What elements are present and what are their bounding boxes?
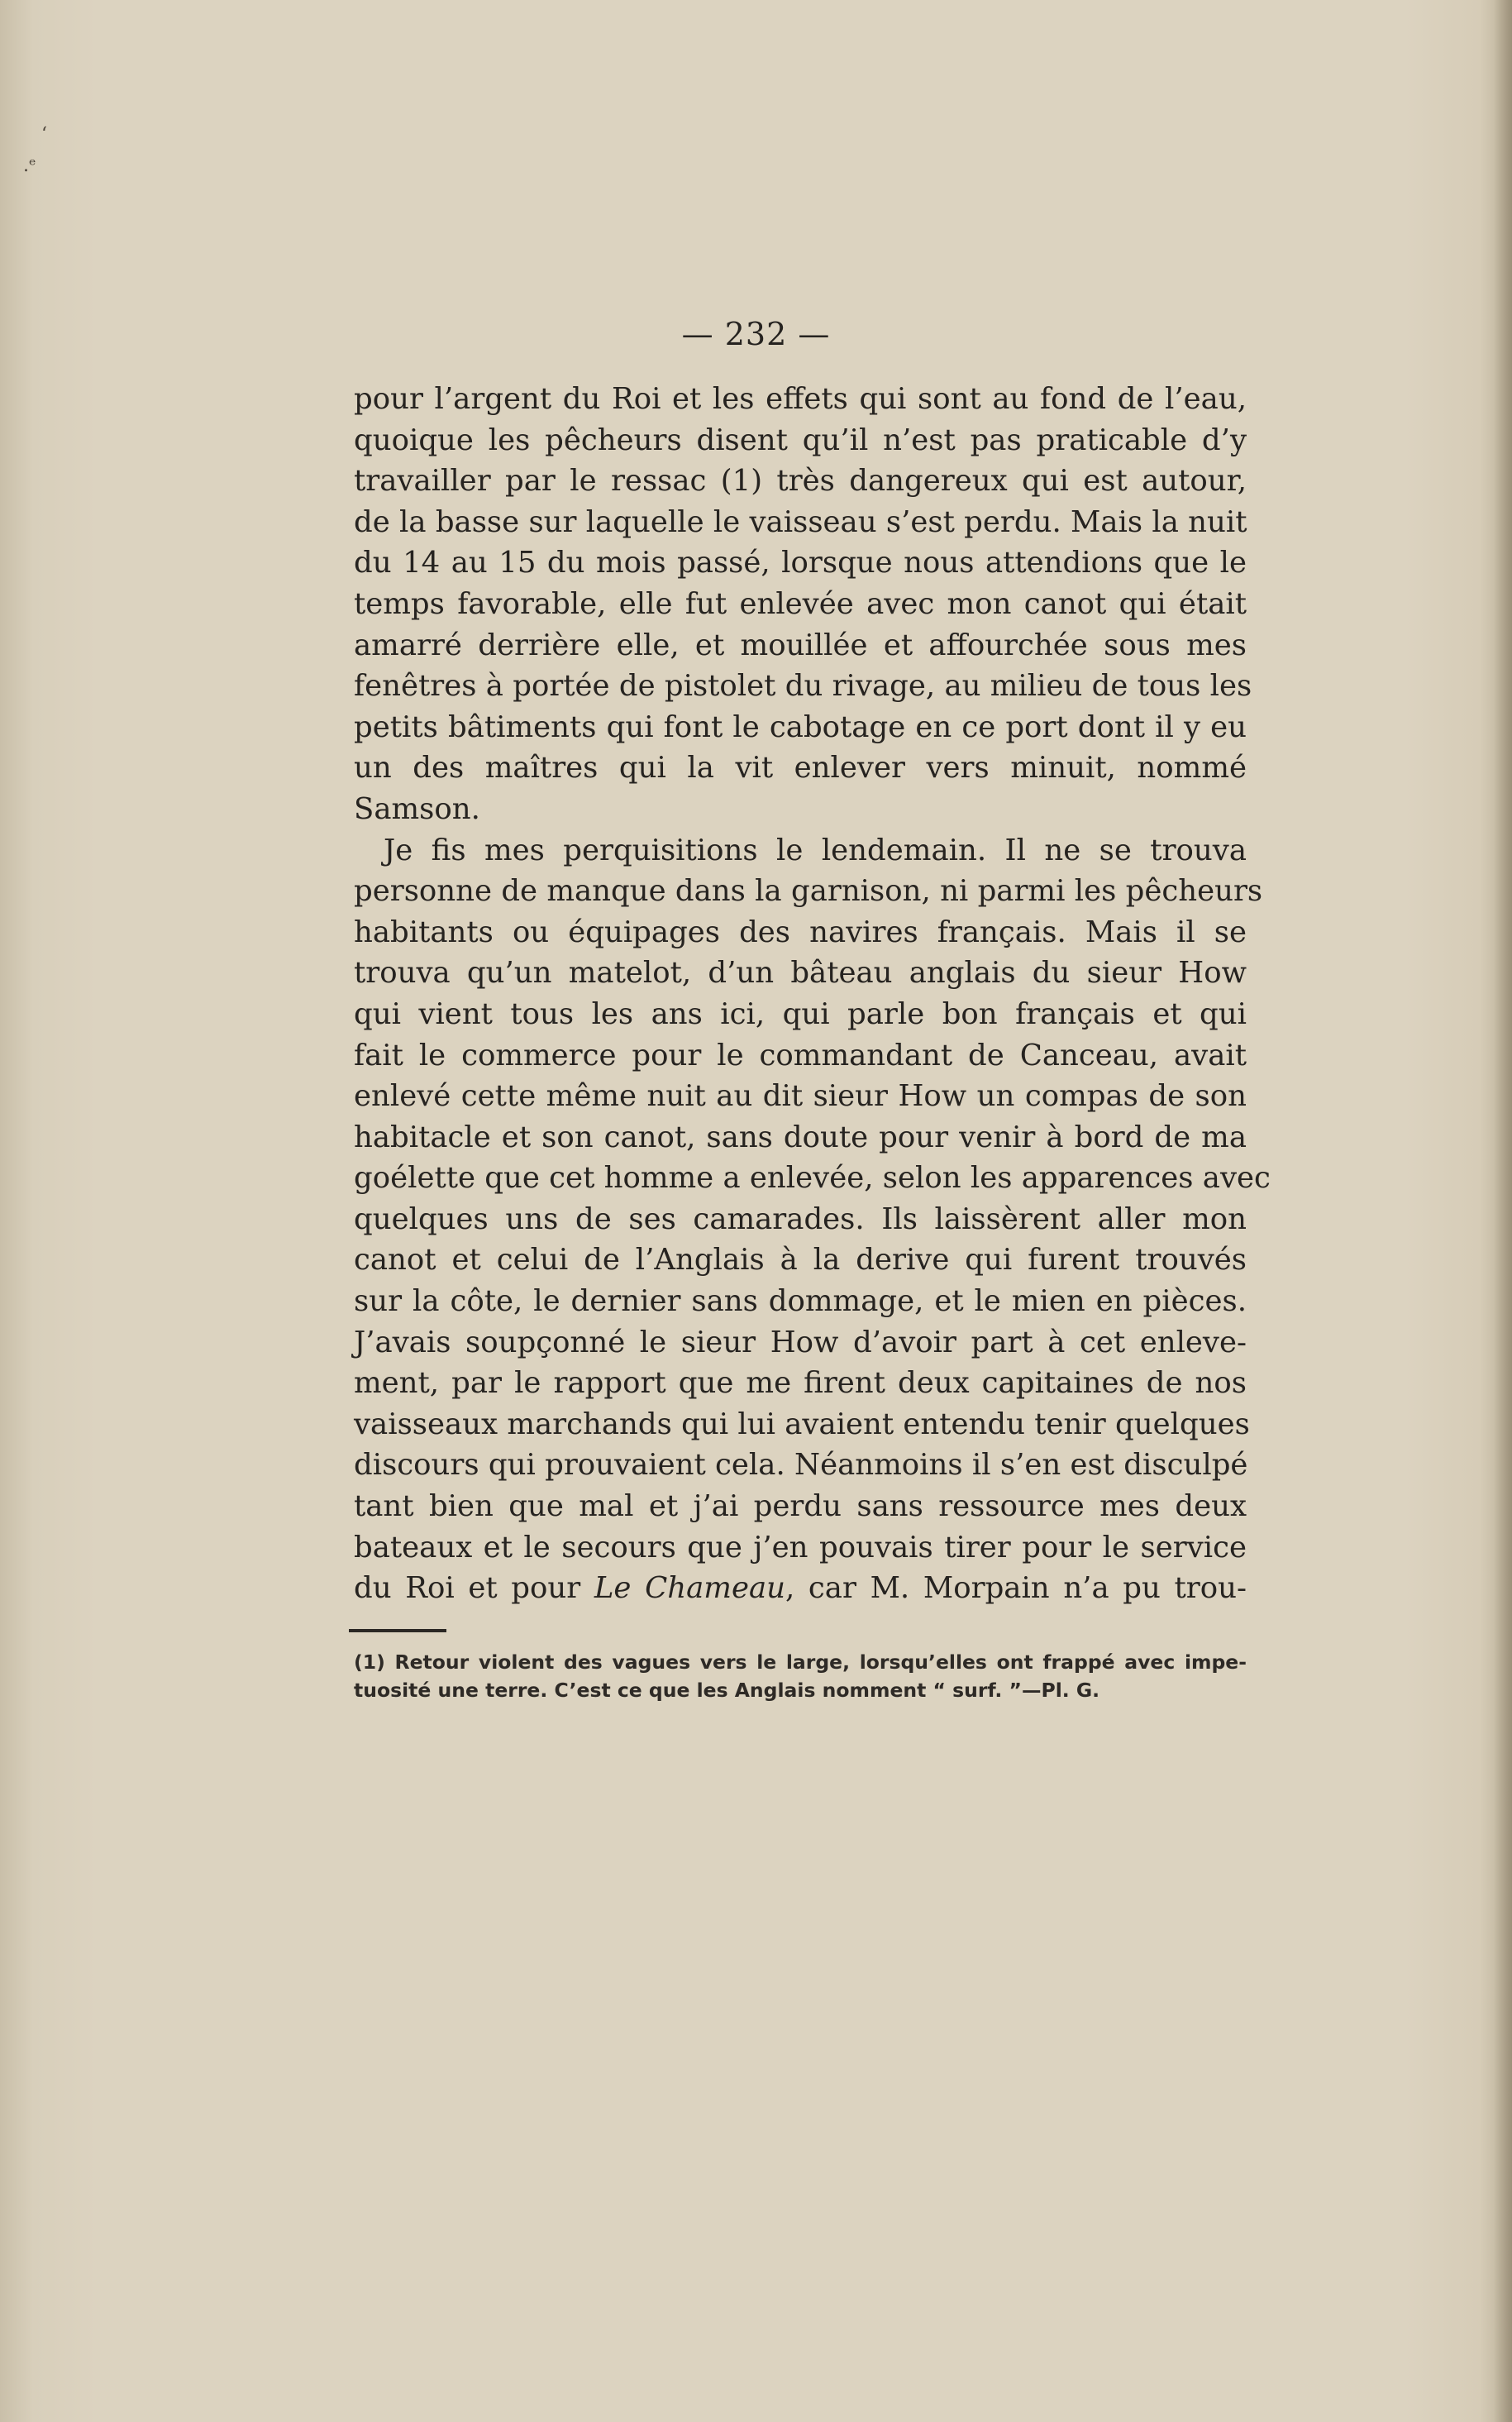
footnote xyxy=(354,1648,1247,1704)
footnote-rule xyxy=(349,1629,446,1632)
text-line: du 14 au 15 du mois passé, lorsque nous attendions que le xyxy=(354,546,1247,580)
text-line: petits bâtiments qui font le cabotage en ce port dont il y eu xyxy=(354,709,1247,744)
footnote-line: (1) Retour violent des vagues vers le large, lorsqu’elles ont frappé avec impe- xyxy=(354,1650,1247,1674)
text-line: amarré derrière elle, et mouillée et affourchée sous mes xyxy=(354,628,1247,662)
text-line: goélette que cet homme a enlevée, selon les apparences avec xyxy=(354,1161,1271,1196)
text-line: habitacle et son canot, sans doute pour venir à bord de ma xyxy=(354,1120,1247,1154)
text-line: Je fis mes perquisitions le lendemain. Il ne se trouva xyxy=(384,833,1247,867)
footnote-line: tuosité une terre. C’est ce que les Anglais nomment “ surf. ”—Pl. G. xyxy=(354,1679,1100,1702)
text-line: quelques uns de ses camarades. Ils laissèrent aller mon xyxy=(354,1201,1247,1236)
margin-speck: .ᵉ xyxy=(23,155,36,176)
text-line: personne de manque dans la garnison, ni parmi les pêcheurs xyxy=(354,874,1263,909)
text-line: Samson. xyxy=(354,791,480,826)
text-run: , car M. Morpain n’a pu trou- xyxy=(785,1571,1247,1606)
text-line: J’avais soupçonné le sieur How d’avoir part à cet enleve- xyxy=(354,1325,1247,1359)
text-line: de la basse sur laquelle le vaisseau s’est perdu. Mais la nuit xyxy=(354,504,1247,539)
text-line: quoique les pêcheurs disent qu’il n’est pas praticable d’y xyxy=(354,423,1247,457)
text-line: fait le commerce pour le commandant de Canceau, avait xyxy=(354,1038,1247,1072)
margin-speck: ʻ xyxy=(41,124,47,145)
page-edge-shadow xyxy=(1494,0,1512,2422)
text-line xyxy=(354,1568,1247,1609)
text-line: habitants ou équipages des navires français. Mais il se xyxy=(354,915,1247,949)
text-line: sur la côte, le dernier sans dommage, et le mien en pièces. xyxy=(354,1284,1247,1319)
page-number: — 232 — xyxy=(681,316,831,352)
ship-name: Le Chameau xyxy=(594,1571,785,1606)
text-line: tant bien que mal et j’ai perdu sans ressource mes deux xyxy=(354,1489,1247,1524)
text-run: du Roi et pour xyxy=(354,1571,594,1606)
text-line: fenêtres à portée de pistolet du rivage, au milieu de tous les xyxy=(354,669,1252,704)
text-line: vaisseaux marchands qui lui avaient entendu tenir quelques xyxy=(354,1407,1250,1441)
text-line: temps favorable, elle fut enlevée avec mon canot qui était xyxy=(354,586,1247,621)
text-line: bateaux et le secours que j’en pouvais tirer pour le service xyxy=(354,1530,1247,1565)
text-line: trouva qu’un matelot, d’un bâteau anglais du sieur How xyxy=(354,956,1247,991)
text-line: enlevé cette même nuit au dit sieur How un compas de son xyxy=(354,1079,1247,1114)
text-line: pour l’argent du Roi et les effets qui sont au fond de l’eau, xyxy=(354,382,1247,416)
text-line: ment, par le rapport que me firent deux capitaines de nos xyxy=(354,1366,1247,1401)
paragraph-2 xyxy=(354,830,1271,1609)
text-line: discours qui prouvaient cela. Néanmoins il s’en est disculpé xyxy=(354,1448,1248,1483)
text-line: qui vient tous les ans ici, qui parle bon français et qui xyxy=(354,996,1247,1031)
paragraph-1 xyxy=(354,379,1252,830)
body-text xyxy=(354,379,1271,1609)
text-line: un des maîtres qui la vit enlever vers minuit, nommé xyxy=(354,751,1247,786)
text-line: canot et celui de l’Anglais à la derive qui furent trouvés xyxy=(354,1243,1247,1278)
text-line: travailler par le ressac (1) très dangereux qui est autour, xyxy=(354,464,1247,499)
